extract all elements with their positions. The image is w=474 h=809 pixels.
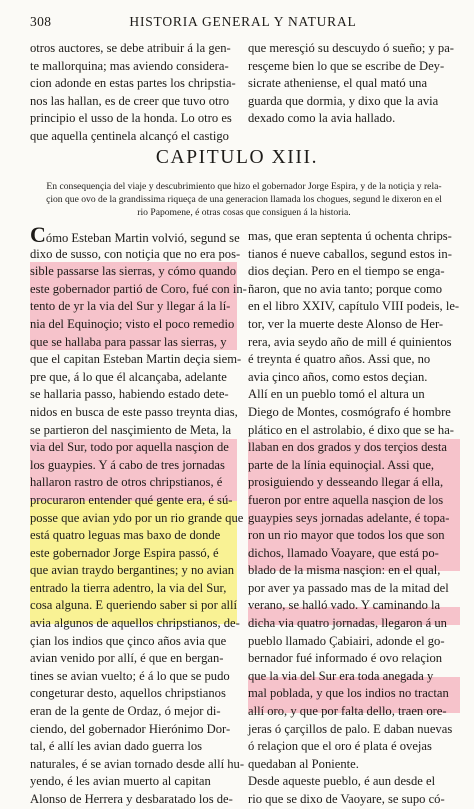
summary-line: çion que ovo de la grandissima riqueça de una generacion llamada los chogues, segund le dixeron en el: [46, 194, 442, 205]
text-line: plático en el astrolabio, é dixo que se ha-: [248, 422, 454, 437]
text-line: çian los indios que çinco años avia que: [30, 633, 227, 648]
text-line: que aquella çentinela alcançó el castigo: [30, 128, 229, 143]
text-line: está quatro leguas mas baxo de donde: [30, 528, 221, 543]
text-line: cion adonde en estas partes los chripstia-: [30, 76, 236, 91]
text-line: Diego de Montes, cosmógrafo é hombre: [248, 404, 451, 419]
text-line: tines se avian vuelto; é á lo que se pudo: [30, 668, 230, 683]
page-header: [30, 14, 456, 32]
text-line: rera, avia seydo año de mill é quinientos: [248, 334, 452, 349]
text-line: dicha via quatro jornadas, llegaron á un: [248, 616, 447, 631]
text-line: blado de la misma nasçion: en el qual,: [248, 563, 441, 578]
text-line: que la via del Sur era toda anegada y: [248, 668, 434, 683]
text-line: hallaron rastro de otros chripstianos, é: [30, 475, 223, 490]
text-line: este gobernador partió de Coro, fué con in-: [30, 281, 247, 296]
text-line: posse que avian ydo por un rio grande que: [30, 510, 244, 525]
chapter-summary: [30, 180, 458, 219]
text-line: nia del Equinoçio; visto el poco remedio: [30, 316, 235, 331]
text-line: naturales, é se avian tornado desde allí hu-: [30, 756, 245, 771]
text-line: que el capitan Esteban Martin deçia siem-: [30, 352, 242, 367]
text-line: dexado como la avia hallado.: [248, 111, 396, 126]
text-line: guarda que dormia, y dixo que la avia: [248, 93, 439, 108]
text-line: verano, se halló vado. Y caminando la: [248, 598, 441, 613]
text-line: sible passarse las sierras, y cómo quando: [30, 264, 236, 279]
drop-cap: C: [30, 222, 46, 247]
text-line: se hallaria passo, habiendo estado dete-: [30, 387, 229, 402]
text-line: dixo de susso, con notiçia que no era pos-: [30, 246, 241, 261]
text-line: Alonso de Herrera y desbaratado los de-: [30, 792, 233, 806]
text-line: principio el usso de la honda. Lo otro es: [30, 111, 232, 126]
text-line: tal, é allí les avian dado guerra los: [30, 739, 203, 754]
text-line: ó relaçion que el oro é plata é ovejas: [248, 739, 432, 754]
text-line: nos las hallan, es de creer que tuvo otro: [30, 93, 229, 108]
text-line: por aver ya passado mas de la mitad del: [248, 580, 449, 595]
text-line: avia çinco años, como estos deçian.: [248, 369, 428, 384]
text-line: guaypies seys jornadas adelante, é topa-: [248, 510, 450, 525]
running-head: HISTORIA GENERAL Y NATURAL: [129, 14, 357, 29]
top-right-column: [248, 40, 458, 128]
text-line: prosiguiendo y desseando llegar á ella,: [248, 475, 444, 490]
text-line: procuraron entender qué gente era, é sú-: [30, 492, 233, 507]
text-line: jeras ó çarçillos de palo. E daban nuevas: [248, 721, 453, 736]
text-line: Allí en un pueblo tomó el altura un: [248, 387, 425, 402]
top-left-column: [30, 40, 234, 146]
text-line: cosa alguna. E queriendo saber si por allí: [30, 598, 238, 613]
text-line: ron un rio mayor que todos los que son: [248, 528, 445, 543]
text-line: pre que, á lo que él alcançaba, adelante: [30, 369, 227, 384]
main-left-column: [30, 222, 247, 809]
text-line: en el libro XXIV, capítulo VIII podeis, le-: [248, 299, 460, 314]
text-line: otros auctores, se debe atribuir á la gen-: [30, 41, 231, 55]
text-line: ñaron, que no avia tanto; porque como: [248, 281, 443, 296]
text-line: dios deçian. Pero en el tiempo se enga-: [248, 264, 445, 279]
text-line: ciendo, del gobernador Hierónimo Dor-: [30, 721, 231, 736]
text-line: resçeme bien lo que se escribe de Dey-: [248, 58, 445, 73]
text-line: entrado la tierra adentro, la via del Sur,: [30, 580, 227, 595]
text-line: congeturar desto, aquellos chripstianos: [30, 686, 226, 701]
text-line: pueblo llamado Çabiairi, adonde el go-: [248, 633, 445, 648]
text-line: se partieron del nasçimiento de Meta, la: [30, 422, 232, 437]
text-line: mas, que eran septenta ú ochenta chrips-: [248, 229, 452, 243]
text-line: bernador fué informado é ovo relaçion: [248, 651, 443, 666]
text-line: tianos é nueve caballos, segund estos in-: [248, 246, 452, 261]
text-line: tento de yr la via del Sur y llegar á la lí-: [30, 299, 231, 314]
text-line: avian venido por allí, é que en bergan-: [30, 651, 224, 666]
text-line: este gobernador Jorge Espira passó, é: [30, 545, 219, 560]
text-line: eran de la gente de Ordaz, ó mejor di-: [30, 704, 221, 719]
text-line: que avian traydo bergantines; y no avian: [30, 563, 235, 578]
text-line: Cómo Esteban Martin volvió, segund se: [30, 222, 240, 247]
text-line: via del Sur, todo por aquella nasçion de: [30, 440, 229, 455]
text-line: dichos, llamado Voayare, que está po-: [248, 545, 439, 560]
text-line: yendo, é les avian muerto al capitan: [30, 774, 211, 789]
text-line: los guaypies. Y á cabo de tres jornadas: [30, 457, 225, 472]
main-right-column: [248, 228, 458, 809]
text-line: sicrate atheniense, el qual mató una: [248, 76, 428, 91]
text-line: parte de la línia equinoçial. Assi que,: [248, 457, 435, 472]
summary-line: rio Papomene, é otras cosas que consiguen á la historia.: [137, 207, 351, 218]
text-line: avia algunos de aquellos chripstianos, de-: [30, 616, 240, 631]
text-line: llaban en dos grados y dos terçios desta: [248, 440, 448, 455]
text-line: que meresçió su descuydo ó sueño; y pa-: [248, 41, 454, 55]
text-line: Desde aqueste pueblo, é aun desde el: [248, 774, 436, 789]
text-line: allí oro, y que por falta dello, traen ore-: [248, 704, 447, 719]
text-line: fueron por entre aquella nasçion de los: [248, 492, 444, 507]
text-line: nidos en busca de este passo treynta dias,: [30, 404, 238, 419]
chapter-title: CAPITULO XIII.: [155, 147, 319, 168]
text-line: quedaban al Poniente.: [248, 756, 359, 771]
text-line: te mallorquina; mas aviendo considera-: [30, 58, 229, 73]
text-line: rio que se dixo de Vaoyare, se supo có-: [248, 792, 445, 806]
text-line: mal poblada, y que los indios no tractan: [248, 686, 449, 701]
page-number: 308: [30, 14, 52, 29]
text-line: é treynta é quatro años. Assi que, no: [248, 352, 431, 367]
text-line: tor, ver la muerte deste Alonso de Her-: [248, 316, 444, 331]
text-line: que se hallaba para passar las sierras, y: [30, 334, 227, 349]
summary-line: En consequençia del viaje y descubrimiento que hizo el gobernador Jorge Espira, y de la notiçia y rela-: [46, 181, 442, 192]
